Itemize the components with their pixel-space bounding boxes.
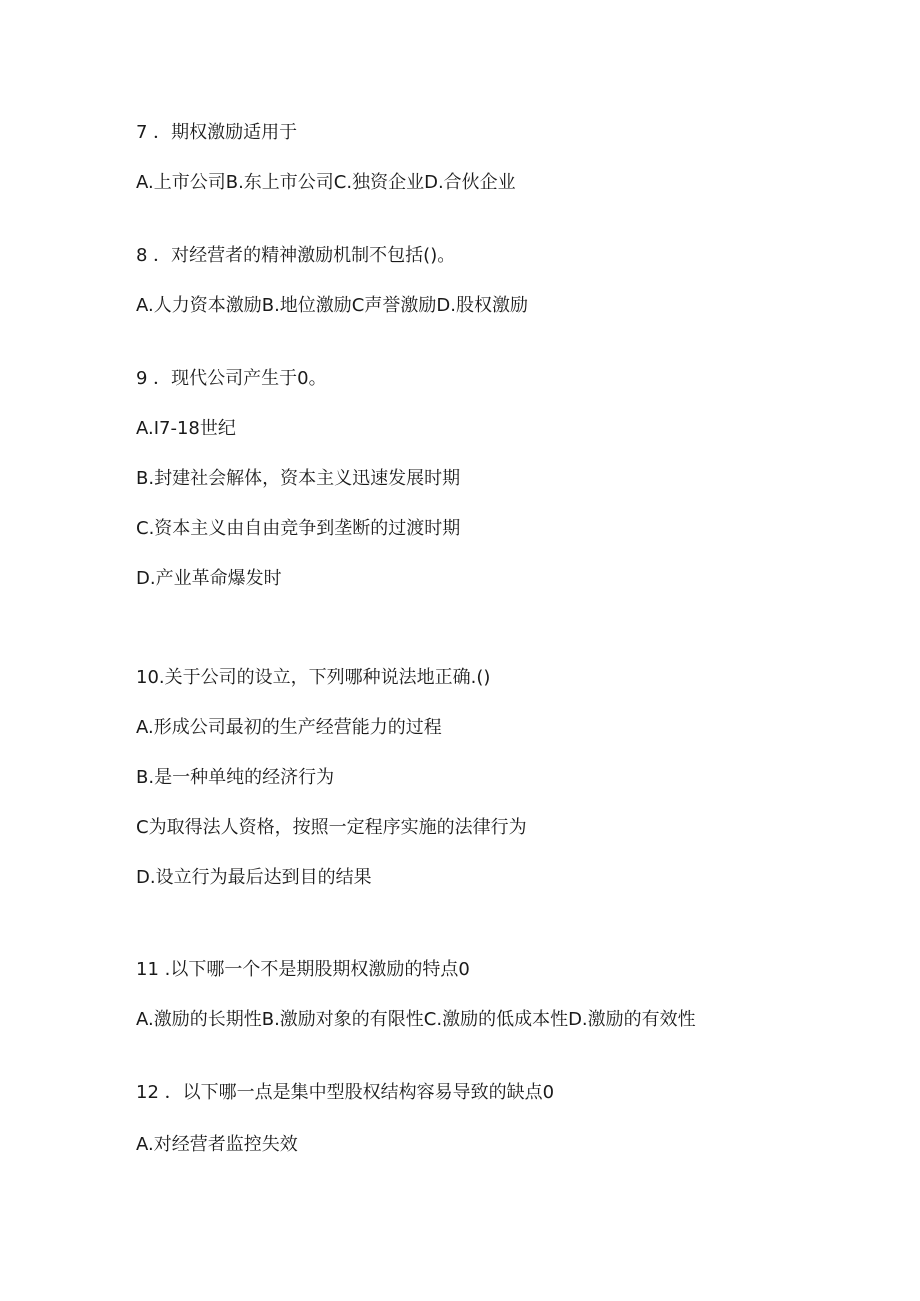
question-10-option-d: D.设立行为最后达到目的结果 (136, 867, 372, 888)
question-9-option-c: C.资本主义由自由竞争到垄断的过渡时期 (136, 518, 461, 539)
question-9-option-d: D.产业革命爆发时 (136, 568, 282, 589)
question-9-option-b: B.封建社会解体，资本主义迅速发展时期 (136, 468, 461, 489)
question-10-option-c: C为取得法人资格，按照一定程序实施的法律行为 (136, 817, 527, 838)
question-10-option-a: A.形成公司最初的生产经营能力的过程 (136, 717, 442, 738)
question-12-stem: 12 ．以下哪一点是集中型股权结构容易导致的缺点0 (136, 1082, 555, 1103)
question-9-stem: 9 ．现代公司产生于0。 (136, 368, 327, 389)
question-8-stem: 8 ．对经营者的精神激励机制不包括()。 (136, 245, 456, 266)
question-7-options: A.上市公司B.东上市公司C.独资企业D.合伙企业 (136, 172, 516, 193)
question-9-option-a: A.I7-18世纪 (136, 418, 236, 439)
question-10-stem: 10.关于公司的设立，下列哪种说法地正确.() (136, 667, 491, 688)
question-7-stem: 7 ．期权激励适用于 (136, 122, 298, 143)
question-11-options: A.激励的长期性B.激励对象的有限性C.激励的低成本性D.激励的有效性 (136, 1009, 696, 1030)
question-8-options: A.人力资本激励B.地位激励C声誉激励D.股权激励 (136, 295, 528, 316)
question-11-stem: 11 .以下哪一个不是期股期权激励的特点0 (136, 959, 470, 980)
question-12-option-a: A.对经营者监控失效 (136, 1134, 298, 1155)
question-10-option-b: B.是一种单纯的经济行为 (136, 767, 335, 788)
